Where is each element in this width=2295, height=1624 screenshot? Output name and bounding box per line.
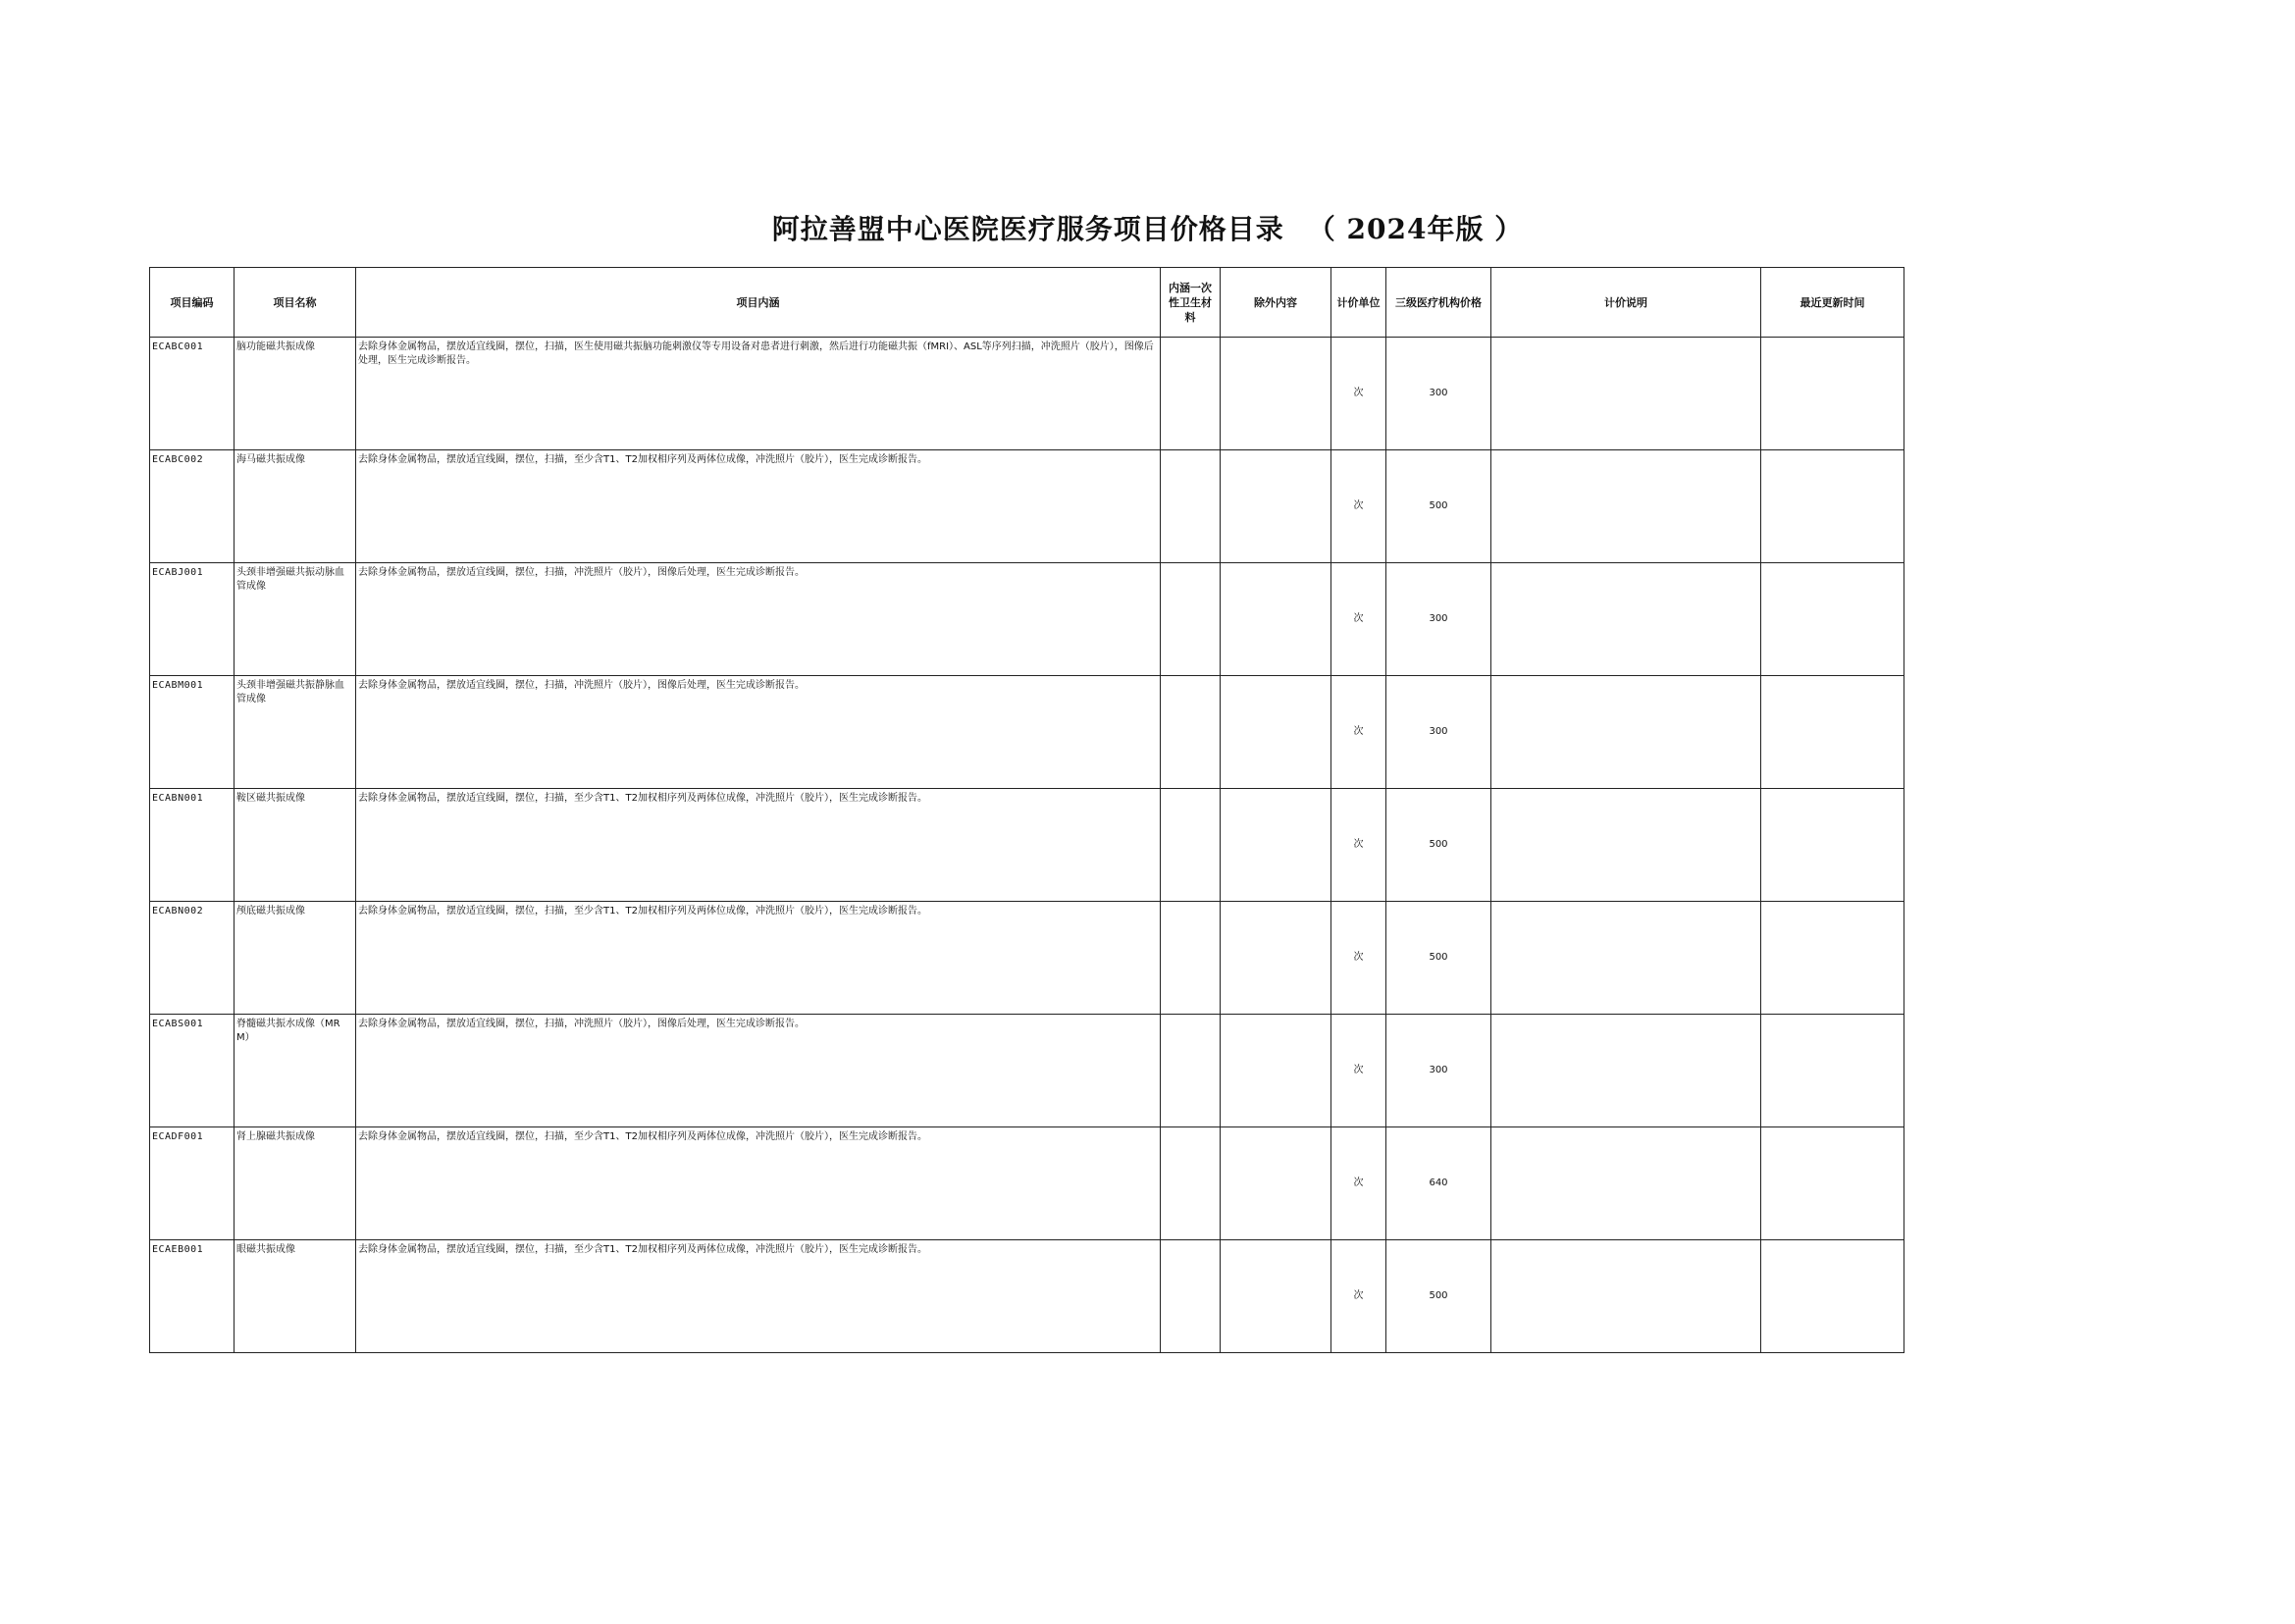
cell-unit: 次 xyxy=(1331,902,1386,1015)
header-content: 项目内涵 xyxy=(356,268,1161,338)
cell-updated xyxy=(1761,1127,1904,1240)
cell-name: 脑功能磁共振成像 xyxy=(235,338,356,450)
cell-content: 去除身体金属物品，摆放适宜线圈，摆位，扫描，至少含T1、T2加权相序列及两体位成像，冲洗照片（胶片），医生完成诊断报告。 xyxy=(356,450,1161,563)
cell-code: ECABJ001 xyxy=(150,563,235,676)
cell-unit: 次 xyxy=(1331,563,1386,676)
cell-notes xyxy=(1491,1240,1761,1353)
cell-content: 去除身体金属物品，摆放适宜线圈，摆位，扫描，医生使用磁共振脑功能刺激仪等专用设备对患者进行刺激，然后进行功能磁共振（fMRI）、ASL等序列扫描，冲洗照片（胶片），图像后处理，医生完成诊断报告。 xyxy=(356,338,1161,450)
cell-price: 300 xyxy=(1386,1015,1491,1127)
cell-exclusions xyxy=(1221,1015,1331,1127)
header-unit: 计价单位 xyxy=(1331,268,1386,338)
price-table xyxy=(149,267,1904,1353)
cell-supplies xyxy=(1161,902,1221,1015)
cell-content: 去除身体金属物品，摆放适宜线圈，摆位，扫描，至少含T1、T2加权相序列及两体位成像，冲洗照片（胶片），医生完成诊断报告。 xyxy=(356,1240,1161,1353)
cell-updated xyxy=(1761,338,1904,450)
cell-code: ECABC001 xyxy=(150,338,235,450)
cell-supplies xyxy=(1161,563,1221,676)
table-row xyxy=(150,1127,1904,1240)
cell-content: 去除身体金属物品，摆放适宜线圈，摆位，扫描，至少含T1、T2加权相序列及两体位成像，冲洗照片（胶片），医生完成诊断报告。 xyxy=(356,789,1161,902)
header-exclusions: 除外内容 xyxy=(1221,268,1331,338)
cell-updated xyxy=(1761,1240,1904,1353)
cell-notes xyxy=(1491,563,1761,676)
cell-supplies xyxy=(1161,450,1221,563)
cell-price: 300 xyxy=(1386,676,1491,789)
header-name: 项目名称 xyxy=(235,268,356,338)
table-row xyxy=(150,676,1904,789)
cell-code: ECADF001 xyxy=(150,1127,235,1240)
cell-unit: 次 xyxy=(1331,676,1386,789)
cell-code: ECABC002 xyxy=(150,450,235,563)
cell-exclusions xyxy=(1221,338,1331,450)
table-row xyxy=(150,1240,1904,1353)
cell-exclusions xyxy=(1221,676,1331,789)
cell-updated xyxy=(1761,676,1904,789)
cell-exclusions xyxy=(1221,1127,1331,1240)
cell-code: ECABN001 xyxy=(150,789,235,902)
cell-unit: 次 xyxy=(1331,1240,1386,1353)
cell-code: ECABN002 xyxy=(150,902,235,1015)
cell-price: 640 xyxy=(1386,1127,1491,1240)
cell-price: 500 xyxy=(1386,789,1491,902)
cell-notes xyxy=(1491,1127,1761,1240)
cell-unit: 次 xyxy=(1331,450,1386,563)
cell-exclusions xyxy=(1221,563,1331,676)
cell-updated xyxy=(1761,1015,1904,1127)
cell-content: 去除身体金属物品，摆放适宜线圈，摆位，扫描，至少含T1、T2加权相序列及两体位成像，冲洗照片（胶片），医生完成诊断报告。 xyxy=(356,902,1161,1015)
cell-unit: 次 xyxy=(1331,789,1386,902)
header-supplies: 内涵一次性卫生材料 xyxy=(1161,268,1221,338)
cell-content: 去除身体金属物品，摆放适宜线圈，摆位，扫描，冲洗照片（胶片），图像后处理，医生完成诊断报告。 xyxy=(356,1015,1161,1127)
header-code: 项目编码 xyxy=(150,268,235,338)
cell-name: 鞍区磁共振成像 xyxy=(235,789,356,902)
cell-updated xyxy=(1761,902,1904,1015)
header-updated: 最近更新时间 xyxy=(1761,268,1904,338)
cell-updated xyxy=(1761,450,1904,563)
cell-name: 颅底磁共振成像 xyxy=(235,902,356,1015)
cell-name: 眼磁共振成像 xyxy=(235,1240,356,1353)
cell-notes xyxy=(1491,789,1761,902)
title-text: 阿拉善盟中心医院医疗服务项目价格目录 xyxy=(771,213,1284,245)
cell-supplies xyxy=(1161,676,1221,789)
table-row xyxy=(150,789,1904,902)
cell-exclusions xyxy=(1221,902,1331,1015)
cell-price: 300 xyxy=(1386,338,1491,450)
cell-code: ECABM001 xyxy=(150,676,235,789)
cell-price: 500 xyxy=(1386,450,1491,563)
table-row xyxy=(150,902,1904,1015)
table-header-row xyxy=(150,268,1904,338)
cell-notes xyxy=(1491,902,1761,1015)
cell-name: 海马磁共振成像 xyxy=(235,450,356,563)
cell-supplies xyxy=(1161,1127,1221,1240)
cell-notes xyxy=(1491,450,1761,563)
table-row xyxy=(150,338,1904,450)
cell-code: ECAEB001 xyxy=(150,1240,235,1353)
cell-supplies xyxy=(1161,789,1221,902)
cell-name: 头颈非增强磁共振动脉血管成像 xyxy=(235,563,356,676)
cell-supplies xyxy=(1161,1015,1221,1127)
cell-price: 300 xyxy=(1386,563,1491,676)
cell-supplies xyxy=(1161,338,1221,450)
cell-content: 去除身体金属物品，摆放适宜线圈，摆位，扫描，至少含T1、T2加权相序列及两体位成像，冲洗照片（胶片），医生完成诊断报告。 xyxy=(356,1127,1161,1240)
cell-unit: 次 xyxy=(1331,338,1386,450)
title-edition: （ 2024年版 ） xyxy=(1307,213,1524,245)
cell-updated xyxy=(1761,563,1904,676)
cell-name: 肾上腺磁共振成像 xyxy=(235,1127,356,1240)
cell-price: 500 xyxy=(1386,902,1491,1015)
cell-content: 去除身体金属物品，摆放适宜线圈，摆位，扫描，冲洗照片（胶片），图像后处理，医生完成诊断报告。 xyxy=(356,563,1161,676)
cell-supplies xyxy=(1161,1240,1221,1353)
header-price: 三级医疗机构价格 xyxy=(1386,268,1491,338)
cell-code: ECABS001 xyxy=(150,1015,235,1127)
cell-notes xyxy=(1491,1015,1761,1127)
cell-unit: 次 xyxy=(1331,1015,1386,1127)
cell-notes xyxy=(1491,338,1761,450)
cell-name: 头颈非增强磁共振静脉血管成像 xyxy=(235,676,356,789)
table-row xyxy=(150,450,1904,563)
header-notes: 计价说明 xyxy=(1491,268,1761,338)
cell-content: 去除身体金属物品，摆放适宜线圈，摆位，扫描，冲洗照片（胶片），图像后处理，医生完成诊断报告。 xyxy=(356,676,1161,789)
cell-exclusions xyxy=(1221,450,1331,563)
table-row xyxy=(150,1015,1904,1127)
cell-updated xyxy=(1761,789,1904,902)
table-row xyxy=(150,563,1904,676)
cell-name: 脊髓磁共振水成像（MRM） xyxy=(235,1015,356,1127)
page-title xyxy=(0,210,2295,249)
cell-notes xyxy=(1491,676,1761,789)
cell-exclusions xyxy=(1221,1240,1331,1353)
cell-exclusions xyxy=(1221,789,1331,902)
cell-unit: 次 xyxy=(1331,1127,1386,1240)
cell-price: 500 xyxy=(1386,1240,1491,1353)
